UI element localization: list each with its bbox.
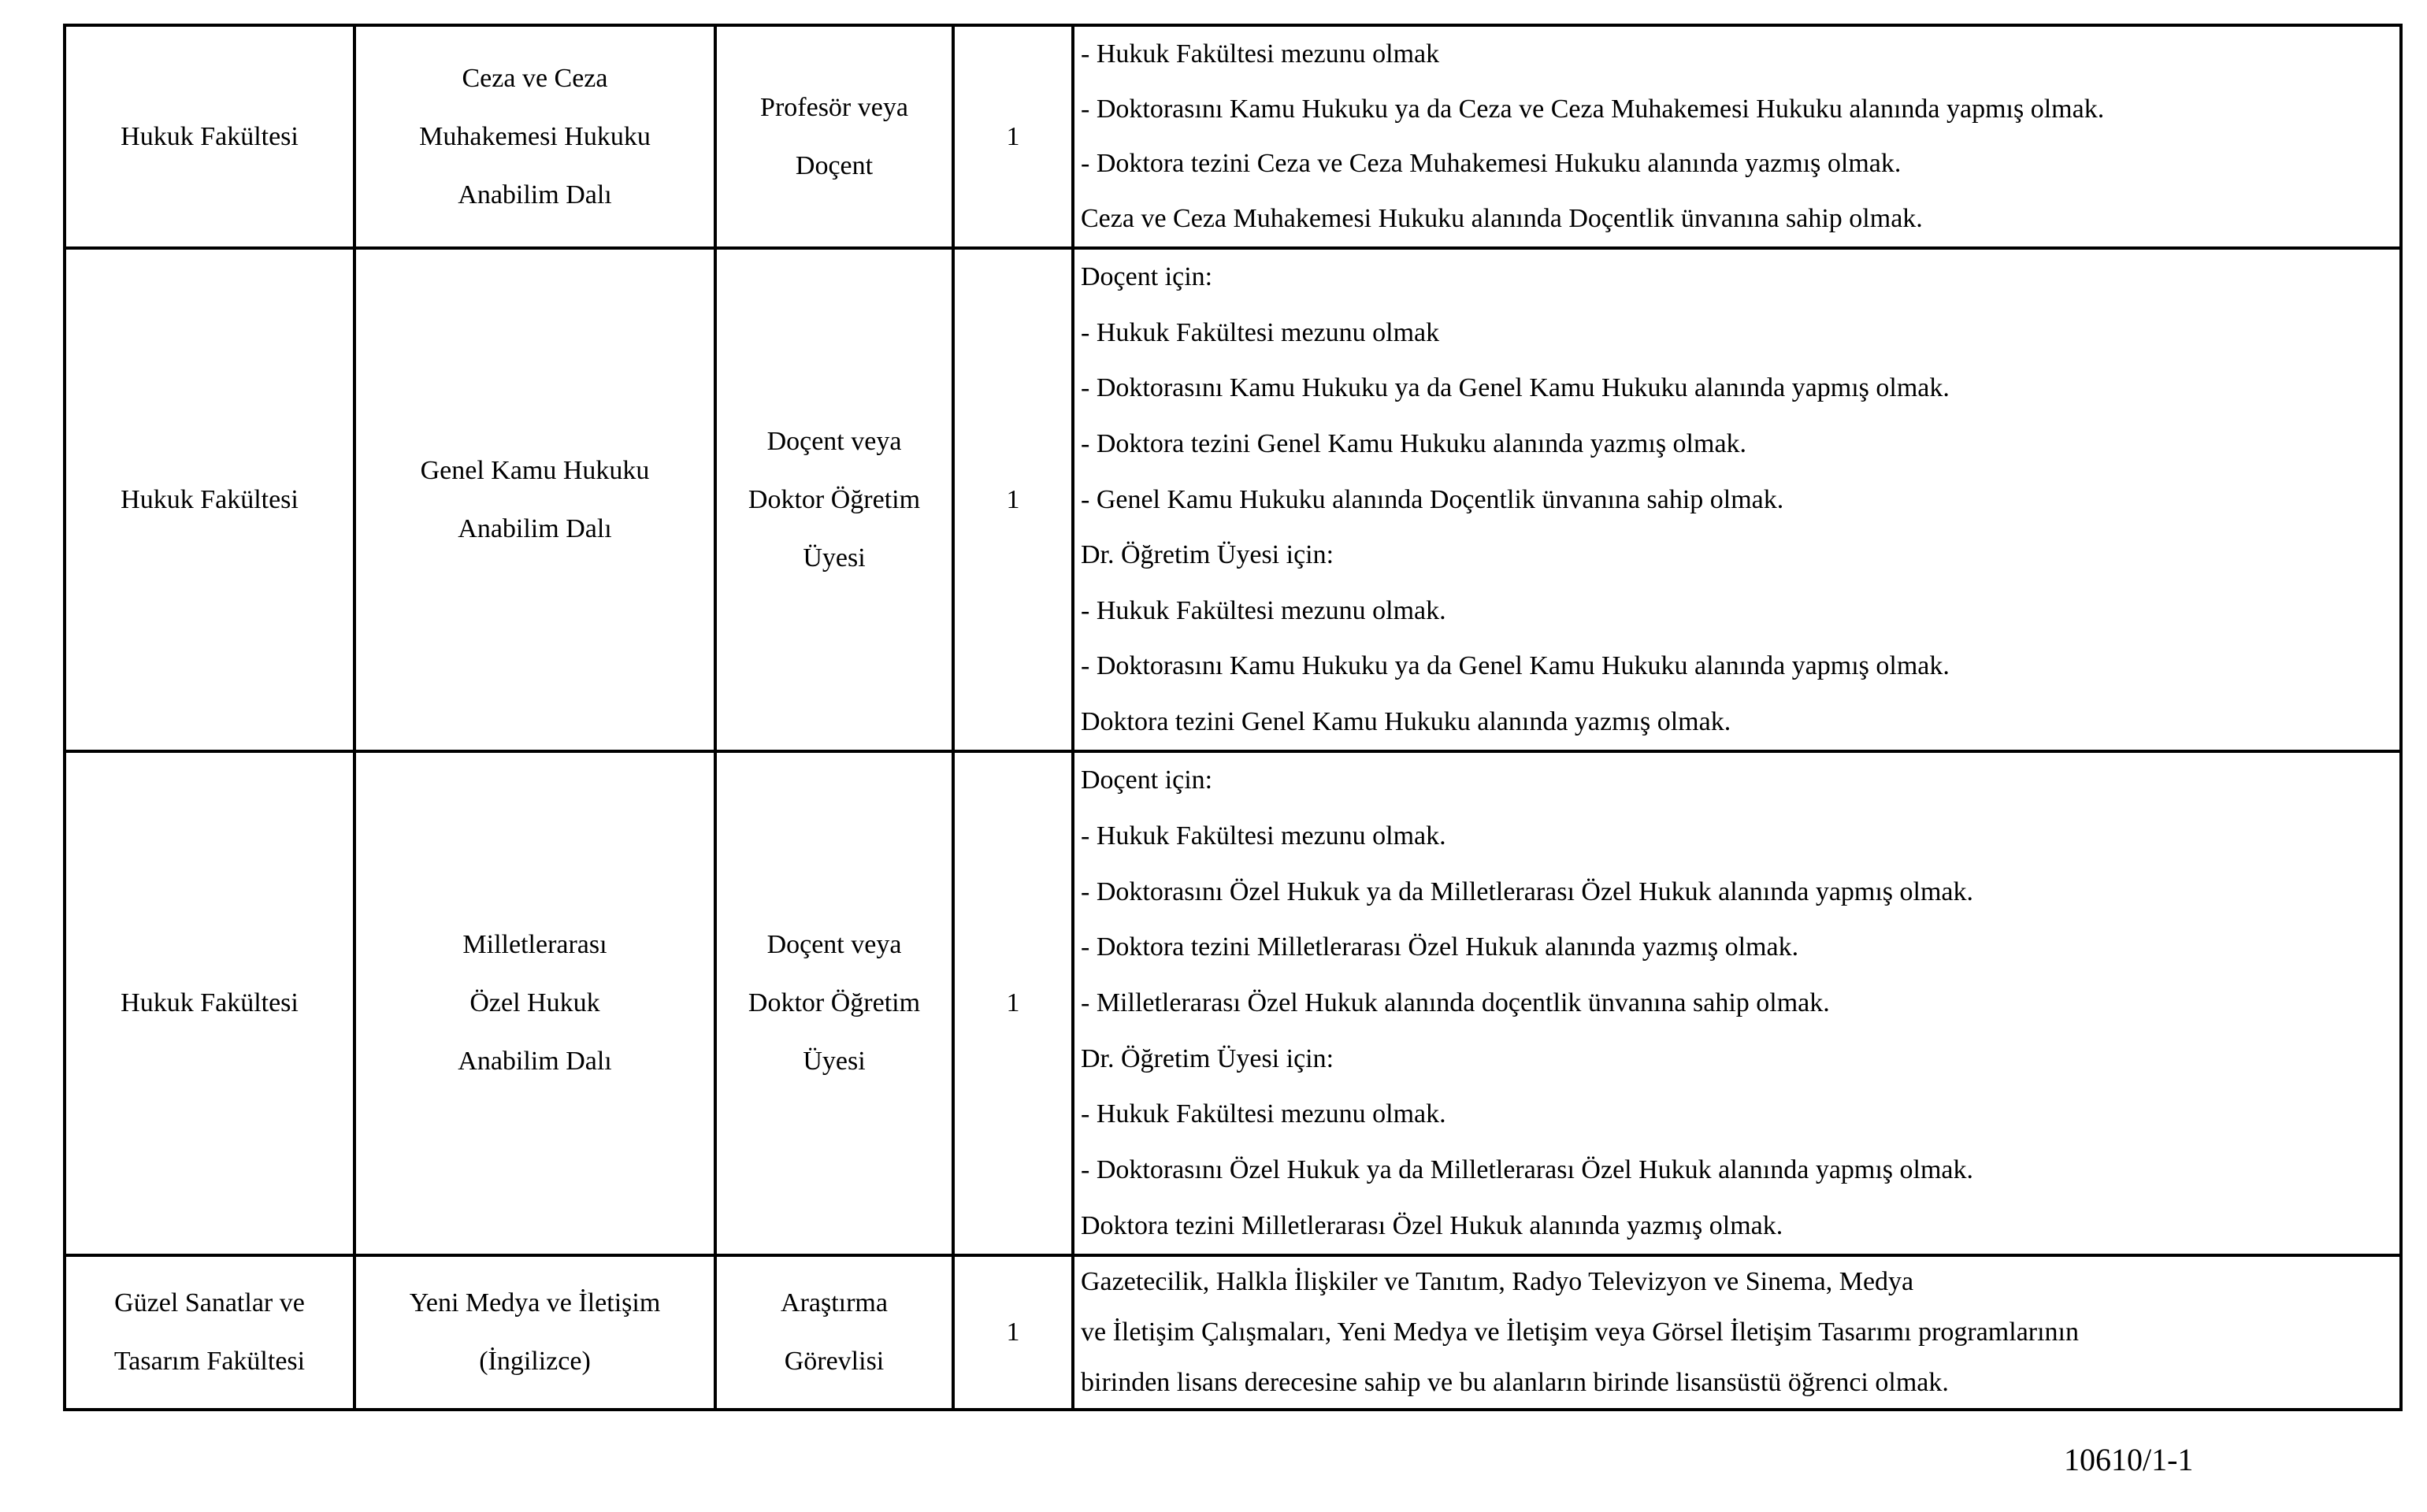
faculty-line: Güzel Sanatlar ve [114,1288,305,1317]
title-line: Doktor Öğretim [748,988,921,1017]
department-line: Muhakemesi Hukuku [419,121,651,151]
department-line: (İngilizce) [479,1347,591,1376]
department-text [356,27,714,246]
title-cell [717,250,955,753]
requirement-line: - Doktorasını Kamu Hukuku ya da Ceza ve Ceza Muhakemesi Hukuku alanında yapmış olmak. [1081,94,2105,124]
requirement-line: - Hukuk Fakültesi mezunu olmak [1081,317,1440,347]
department-line: Anabilim Dalı [458,180,612,209]
requirement-line: - Doktorasını Özel Hukuk ya da Milletlerarası Özel Hukuk alanında yapmış olmak. [1081,1155,1974,1185]
requirements-cell [1074,1257,2399,1408]
requirement-line: Doktora tezini Genel Kamu Hukuku alanında yazmış olmak. [1081,706,1731,736]
requirements-cell [1074,27,2399,250]
requirement-line: - Doktorasını Kamu Hukuku ya da Genel Kamu Hukuku alanında yapmış olmak. [1081,651,1950,681]
faculty-cell [66,250,356,753]
requirement-line: - Doktora tezini Genel Kamu Hukuku alanında yazmış olmak. [1081,428,1747,458]
requirement-line: - Doktorasını Kamu Hukuku ya da Genel Kamu Hukuku alanında yapmış olmak. [1081,373,1950,403]
requirements-text [1074,1257,2399,1408]
count-text [955,27,1071,246]
faculty-cell [66,27,356,250]
faculty-line: Hukuk Fakültesi [121,484,299,514]
requirement-line: Doçent için: [1081,765,1213,795]
requirements-text [1074,753,2399,1254]
title-cell [717,1257,955,1408]
count-cell [955,753,1074,1257]
requirement-line: Gazetecilik, Halkla İlişkiler ve Tanıtım, Radyo Televizyon ve Sinema, Medya [1081,1267,1914,1296]
department-cell [356,753,717,1257]
requirements-text [1074,250,2399,750]
department-text [356,250,714,750]
department-cell [356,1257,717,1408]
title-line: Üyesi [803,1047,866,1076]
requirement-line: - Genel Kamu Hukuku alanında Doçentlik ünvanına sahip olmak. [1081,484,1784,514]
requirement-line: - Milletlerarası Özel Hukuk alanında doçentlik ünvanına sahip olmak. [1081,988,1830,1018]
requirement-line: - Hukuk Fakültesi mezunu olmak. [1081,821,1446,850]
announcement-number: 10610/1-1 [2064,1442,2194,1477]
faculty-cell [66,1257,356,1408]
requirement-line: Dr. Öğretim Üyesi için: [1081,540,1334,570]
requirement-line: - Doktorasını Özel Hukuk ya da Milletlerarası Özel Hukuk alanında yapmış olmak. [1081,876,1974,906]
title-line: Doktor Öğretim [748,484,921,514]
requirements-cell [1074,753,2399,1257]
faculty-text [66,1257,353,1408]
faculty-line: Hukuk Fakültesi [121,988,299,1017]
title-text [717,753,952,1254]
title-line: Profesör veya [760,92,908,122]
requirement-line: ve İletişim Çalışmaları, Yeni Medya ve İletişim veya Görsel İletişim Tasarımı programlarının [1081,1317,2079,1347]
count-value: 1 [1006,1317,1020,1347]
title-line: Görevlisi [784,1347,885,1376]
faculty-cell [66,753,356,1257]
department-text [356,1257,714,1408]
title-cell [717,753,955,1257]
count-text [955,250,1071,750]
title-line: Doçent veya [766,930,902,959]
title-line: Araştırma [781,1288,888,1317]
title-line: Üyesi [803,543,866,573]
department-line: Genel Kamu Hukuku [420,455,650,485]
requirement-line: Doktora tezini Milletlerarası Özel Hukuk alanında yazmış olmak. [1081,1210,1783,1240]
requirements-text [1074,27,2399,246]
count-value: 1 [1006,988,1020,1017]
faculty-text [66,27,353,246]
requirement-line: - Hukuk Fakültesi mezunu olmak [1081,39,1440,69]
faculty-line: Tasarım Fakültesi [113,1347,306,1376]
department-line: Özel Hukuk [469,988,600,1017]
faculty-text [66,753,353,1254]
requirement-line: Ceza ve Ceza Muhakemesi Hukuku alanında Doçentlik ünvanına sahip olmak. [1081,204,1923,234]
department-line: Ceza ve Ceza [462,63,608,93]
requirements-cell [1074,250,2399,753]
department-line: Anabilim Dalı [458,513,612,543]
department-line: Yeni Medya ve İletişim [409,1288,661,1317]
title-cell [717,27,955,250]
positions-table [63,24,2403,1411]
department-cell [356,27,717,250]
count-cell [955,1257,1074,1408]
department-text [356,753,714,1254]
count-cell [955,250,1074,753]
requirement-line: - Hukuk Fakültesi mezunu olmak. [1081,1099,1446,1129]
requirement-line: Doçent için: [1081,262,1213,292]
requirement-line: - Doktora tezini Milletlerarası Özel Hukuk alanında yazmış olmak. [1081,932,1799,962]
title-text [717,1257,952,1408]
faculty-text [66,250,353,750]
requirement-line: - Doktora tezini Ceza ve Ceza Muhakemesi Hukuku alanında yazmış olmak. [1081,149,1902,179]
faculty-line: Hukuk Fakültesi [121,121,299,151]
title-text [717,27,952,246]
requirement-line: - Hukuk Fakültesi mezunu olmak. [1081,595,1446,625]
requirement-line: Dr. Öğretim Üyesi için: [1081,1043,1334,1073]
department-line: Anabilim Dalı [458,1047,612,1076]
department-cell [356,250,717,753]
count-value: 1 [1006,484,1020,514]
count-text [955,1257,1071,1408]
count-value: 1 [1006,121,1020,151]
title-text [717,250,952,750]
count-text [955,753,1071,1254]
title-line: Doçent veya [766,426,902,456]
requirement-line: birinden lisans derecesine sahip ve bu alanların birinde lisansüstü öğrenci olmak. [1081,1368,1949,1397]
count-cell [955,27,1074,250]
department-line: Milletlerarası [462,930,607,959]
title-line: Doçent [795,150,874,180]
